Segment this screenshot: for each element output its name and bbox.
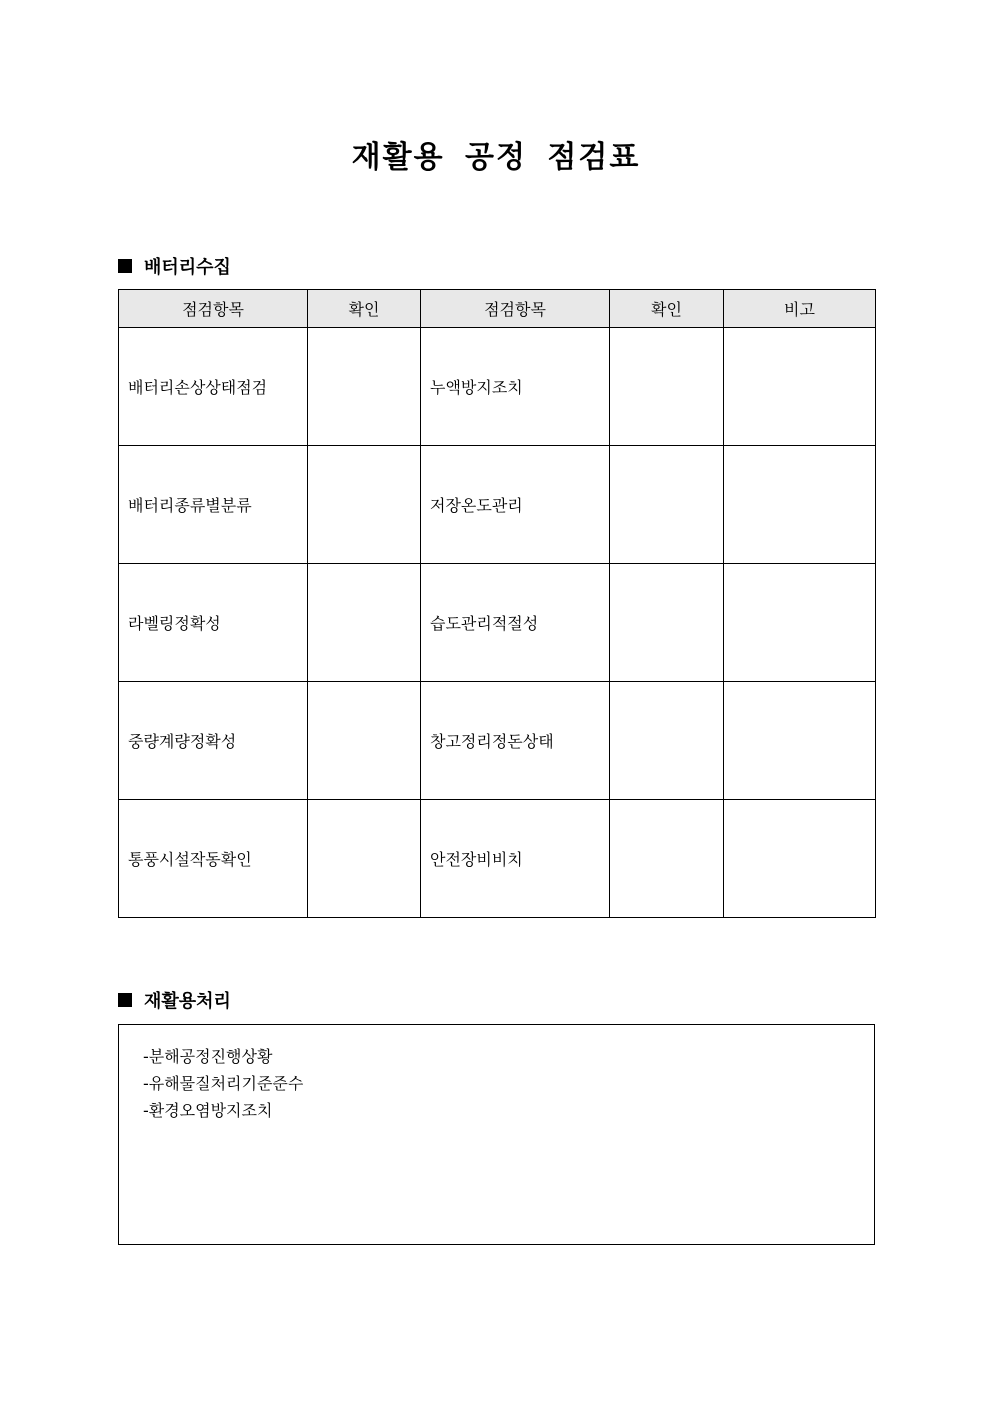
column-header-confirm: 확인 xyxy=(610,290,724,328)
confirm-cell[interactable] xyxy=(308,800,421,918)
column-header-remarks: 비고 xyxy=(724,290,876,328)
table-row xyxy=(119,564,876,682)
confirm-cell[interactable] xyxy=(610,564,724,682)
page-title: 재활용 공정 점검표 xyxy=(351,140,641,175)
table-header-row xyxy=(119,290,876,328)
remarks-cell[interactable] xyxy=(724,800,876,918)
table-row xyxy=(119,800,876,918)
check-item-cell: 습도관리적절성 xyxy=(421,564,610,682)
confirm-cell[interactable] xyxy=(610,800,724,918)
recycling-processing-box xyxy=(118,1024,875,1245)
column-header-check-item: 점검항목 xyxy=(119,290,308,328)
list-item: -유해물질처리기준준수 xyxy=(143,1074,304,1093)
check-item-cell: 저장온도관리 xyxy=(421,446,610,564)
check-item-cell: 라벨링정확성 xyxy=(119,564,308,682)
remarks-cell[interactable] xyxy=(724,446,876,564)
table-row xyxy=(119,328,876,446)
section-heading-label: 재활용처리 xyxy=(144,991,231,1012)
confirm-cell[interactable] xyxy=(308,328,421,446)
column-header-check-item: 점검항목 xyxy=(421,290,610,328)
column-header-confirm: 확인 xyxy=(308,290,421,328)
check-item-cell: 배터리손상상태점검 xyxy=(119,328,308,446)
check-item-cell: 누액방지조치 xyxy=(421,328,610,446)
section-heading-recycling-processing xyxy=(118,987,231,1013)
check-item-cell: 중량계량정확성 xyxy=(119,682,308,800)
recycling-processing-list xyxy=(119,1025,874,1124)
confirm-cell[interactable] xyxy=(610,446,724,564)
check-item-cell: 통풍시설작동확인 xyxy=(119,800,308,918)
remarks-cell[interactable] xyxy=(724,682,876,800)
list-item: -분해공정진행상황 xyxy=(143,1047,273,1066)
check-item-cell: 배터리종류별분류 xyxy=(119,446,308,564)
table-row xyxy=(119,682,876,800)
remarks-cell[interactable] xyxy=(724,328,876,446)
confirm-cell[interactable] xyxy=(610,682,724,800)
square-bullet-icon xyxy=(118,993,132,1007)
section-heading-label: 배터리수집 xyxy=(144,257,231,278)
check-item-cell: 안전장비비치 xyxy=(421,800,610,918)
table-row xyxy=(119,446,876,564)
confirm-cell[interactable] xyxy=(308,682,421,800)
remarks-cell[interactable] xyxy=(724,564,876,682)
battery-collection-checklist-table xyxy=(118,289,876,918)
confirm-cell[interactable] xyxy=(308,446,421,564)
confirm-cell[interactable] xyxy=(610,328,724,446)
list-item: -환경오염방지조치 xyxy=(143,1101,273,1120)
check-item-cell: 창고정리정돈상태 xyxy=(421,682,610,800)
confirm-cell[interactable] xyxy=(308,564,421,682)
section-heading-battery-collection xyxy=(118,253,231,279)
square-bullet-icon xyxy=(118,259,132,273)
